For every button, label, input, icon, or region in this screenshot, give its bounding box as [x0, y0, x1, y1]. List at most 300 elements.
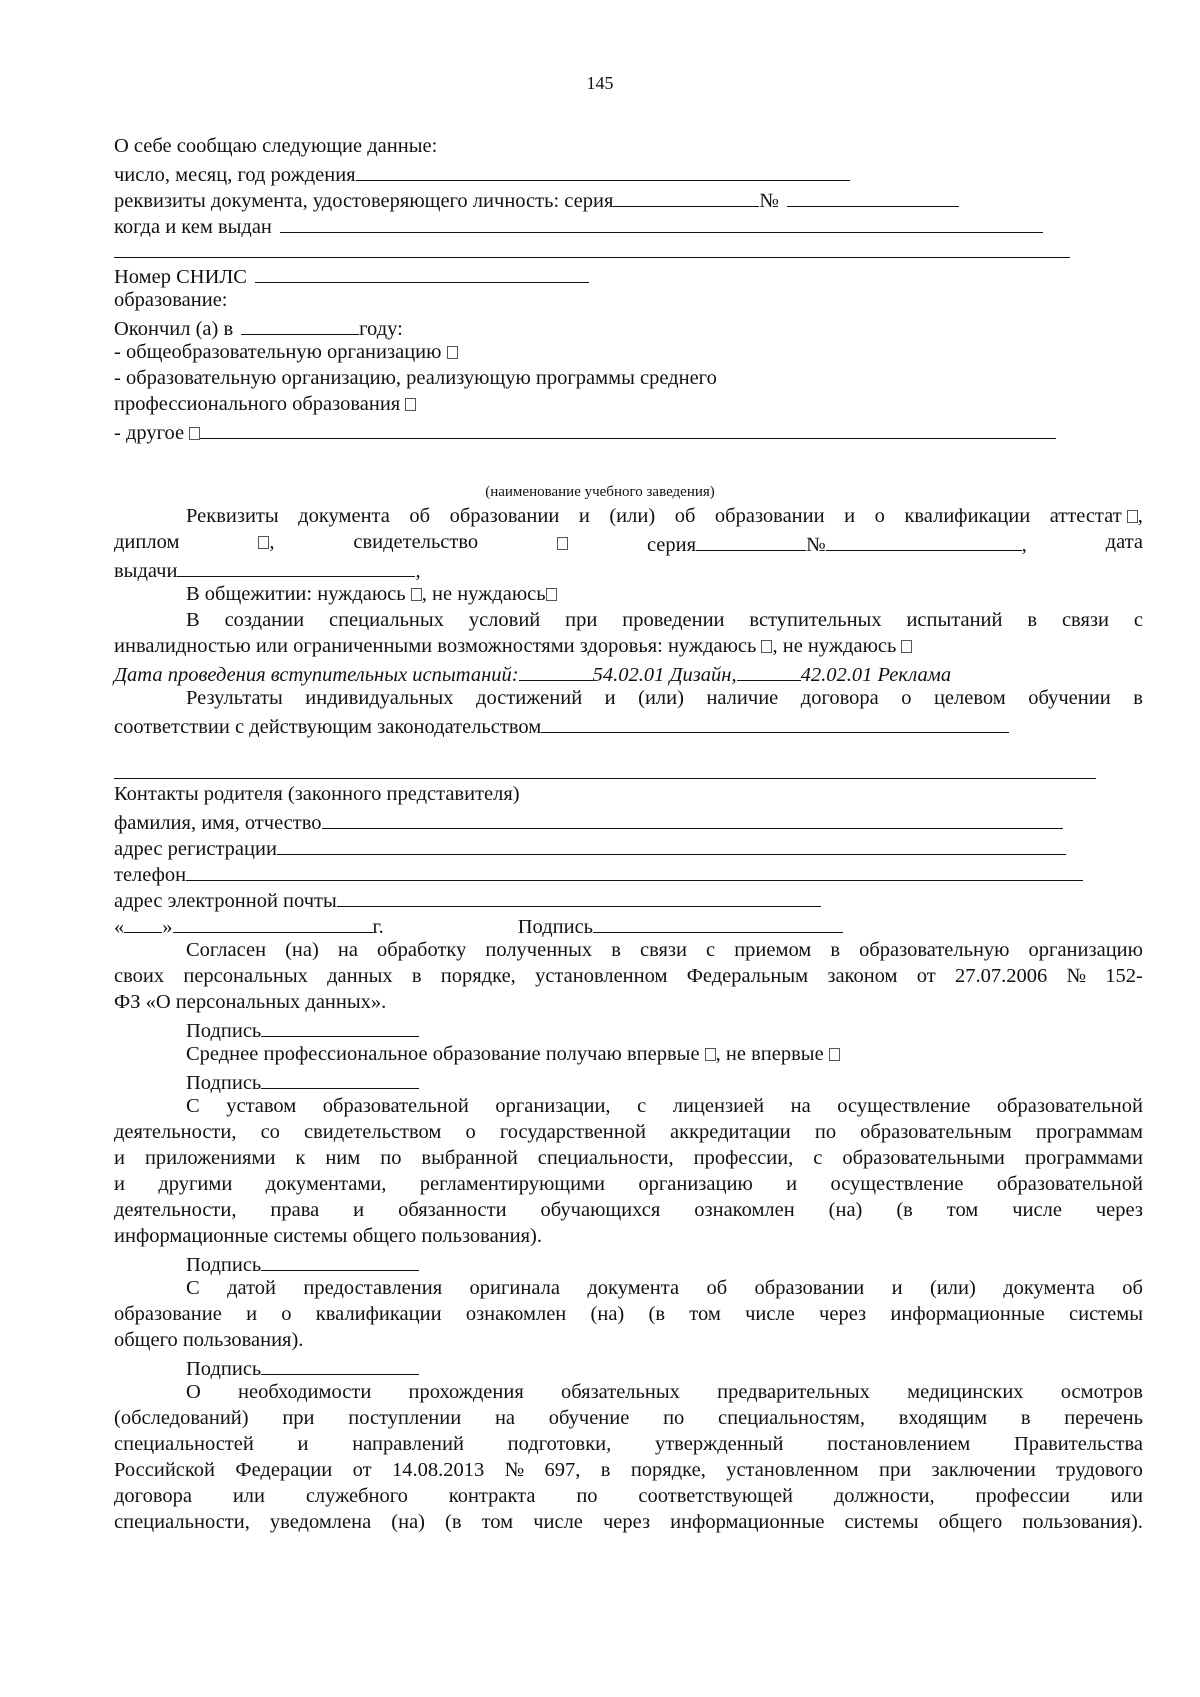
dormitory-need-checkbox[interactable]: [411, 588, 422, 601]
original-date-line3: общего пользования).: [114, 1329, 304, 1351]
medical-word: направлений: [352, 1433, 464, 1455]
edu-doc-word: и: [844, 505, 856, 527]
issued-field[interactable]: [280, 212, 1043, 233]
other-checkbox[interactable]: [189, 427, 200, 440]
special-word: В: [186, 609, 200, 631]
charter-word: и: [353, 1199, 365, 1221]
diploma-checkbox[interactable]: [258, 536, 269, 549]
charter-signature-field[interactable]: [261, 1250, 419, 1271]
signature-label: Подпись: [186, 1020, 262, 1042]
parent-email-row: [114, 886, 821, 913]
date-signature-row: [114, 912, 843, 939]
original-word: оригинала: [469, 1277, 560, 1299]
medical-word: профессии: [975, 1485, 1070, 1507]
medical-word: специальностей: [114, 1433, 254, 1455]
medical-word: или: [1110, 1485, 1143, 1507]
consent-word: 27.07.2006: [954, 965, 1048, 987]
certificate-label: свидетельство: [353, 531, 479, 553]
achievements-line1: [186, 686, 1143, 710]
consent-word: Федеральным: [686, 965, 809, 987]
special-word: связи: [1061, 609, 1109, 631]
comma: ,: [1021, 534, 1027, 556]
charter-word: образовательными: [842, 1147, 1005, 1169]
advertising-exam-date-field[interactable]: [737, 660, 801, 681]
medical-word: заключении: [931, 1459, 1036, 1481]
medical-word: в: [1020, 1407, 1031, 1429]
original-word: датой: [227, 1277, 276, 1299]
charter-word: образовательной: [322, 1095, 469, 1117]
charter-line5: [114, 1198, 1143, 1222]
first-time-label: Среднее профессиональное образование получаю впервые: [186, 1043, 700, 1065]
special-line2-label: инвалидностью или ограниченными возможностями здоровья: нуждаюсь: [114, 635, 757, 657]
original-word: образовании: [754, 1277, 865, 1299]
design-specialty: 54.02.01 Дизайн,: [592, 664, 737, 686]
medical-word: №: [504, 1459, 525, 1481]
charter-signature-row: [186, 1250, 419, 1277]
charter-line4: [114, 1172, 1143, 1196]
charter-word: на: [790, 1095, 811, 1117]
consent-word: законом: [827, 965, 898, 987]
original-word: системы: [1069, 1303, 1143, 1325]
achievements-word: о: [901, 687, 912, 709]
special-word: в: [1027, 609, 1038, 631]
original-signature-field[interactable]: [261, 1354, 419, 1375]
achievements-word: и: [604, 687, 616, 709]
parent-name-field[interactable]: [322, 808, 1063, 829]
charter-line6: информационные системы общего пользования).: [114, 1225, 542, 1247]
original-word: и: [246, 1303, 258, 1325]
edu-doc-word: образовании: [714, 505, 825, 527]
birth-date-row: [114, 160, 850, 187]
consent-word: приемом: [734, 939, 812, 961]
medical-word: специальности,: [114, 1511, 250, 1533]
charter-word: осуществление: [837, 1095, 971, 1117]
medical-line2: [114, 1406, 1143, 1430]
medical-word: на: [494, 1407, 516, 1429]
consent-word: порядке,: [440, 965, 516, 987]
medical-word: обучение: [548, 1407, 630, 1429]
edu-doc-word: Реквизиты: [186, 505, 279, 527]
consent-line1: [186, 938, 1143, 962]
graduated-suffix: году:: [359, 318, 403, 340]
signature-label: Подпись: [517, 916, 594, 938]
edu-document-line2: [114, 530, 1143, 557]
medical-word: по: [576, 1485, 598, 1507]
original-word: числе: [745, 1303, 795, 1325]
original-word: об: [706, 1277, 728, 1299]
quote-open: «: [114, 916, 125, 938]
signature-label: Подпись: [186, 1358, 262, 1380]
id-series-field[interactable]: [613, 186, 759, 207]
medical-word: при: [878, 1459, 912, 1481]
medical-word: (в: [445, 1511, 462, 1533]
charter-word: права: [270, 1199, 320, 1221]
first-time-signature-row: [186, 1068, 419, 1095]
edu-doc-word: (или): [609, 505, 656, 527]
special-word: создании: [224, 609, 305, 631]
comma: ,: [1137, 505, 1143, 527]
medical-word: утвержденный: [654, 1433, 784, 1455]
parent-address-field[interactable]: [277, 834, 1066, 855]
medical-word: числе: [533, 1511, 583, 1533]
charter-line1: [186, 1094, 1143, 1118]
edu-doc-word: об: [409, 505, 431, 527]
achievements-word: обучении: [1028, 687, 1111, 709]
charter-word: через: [1095, 1199, 1143, 1221]
consent-word: данных: [327, 965, 393, 987]
consent-word: с: [706, 939, 716, 961]
achievements-line2: [114, 712, 1009, 739]
medical-word: медицинских: [907, 1381, 1024, 1403]
medical-word: входящим: [898, 1407, 988, 1429]
charter-word: образовательной: [996, 1095, 1143, 1117]
medical-word: должности,: [833, 1485, 935, 1507]
edu-doc-word: об: [674, 505, 696, 527]
edu-doc-word: документа: [298, 505, 390, 527]
charter-word: профессии,: [693, 1147, 794, 1169]
snils-field[interactable]: [255, 262, 589, 283]
institution-caption: (наименование учебного заведения): [485, 484, 715, 500]
medical-word: договора: [114, 1485, 192, 1507]
dormitory-label: В общежитии: нуждаюсь: [186, 583, 406, 605]
charter-word: организации,: [495, 1095, 611, 1117]
achievements-word: наличие: [706, 687, 779, 709]
consent-word: полученных: [485, 939, 593, 961]
edu-doc-word: образовании: [449, 505, 560, 527]
medical-word: информационные: [670, 1511, 825, 1533]
intro-text: О себе сообщаю следующие данные:: [114, 135, 438, 157]
medical-word: порядке,: [630, 1459, 706, 1481]
medical-word: и: [297, 1433, 309, 1455]
medical-word: соответствующей: [638, 1485, 794, 1507]
year-suffix: г.: [372, 916, 384, 938]
option-spo-row: [114, 392, 416, 416]
charter-word: приложениями: [144, 1147, 276, 1169]
consent-word: своих: [114, 965, 165, 987]
charter-word: ним: [325, 1147, 361, 1169]
charter-word: другими: [158, 1173, 233, 1195]
original-word: об: [1122, 1277, 1143, 1299]
charter-word: программами: [1024, 1147, 1143, 1169]
original-date-line1: [186, 1276, 1143, 1300]
original-word: о: [281, 1303, 292, 1325]
medical-word: при: [282, 1407, 315, 1429]
original-word: предоставления: [303, 1277, 443, 1299]
original-word: документа: [1003, 1277, 1095, 1299]
original-word: ознакомлен: [465, 1303, 567, 1325]
charter-word: с: [813, 1147, 823, 1169]
charter-word: деятельности,: [114, 1121, 237, 1143]
medical-line5: [114, 1484, 1143, 1508]
original-word: информационные: [890, 1303, 1045, 1325]
medical-word: (на): [391, 1511, 425, 1533]
charter-word: образовательной: [996, 1173, 1143, 1195]
not-first-time-checkbox[interactable]: [829, 1048, 840, 1061]
medical-word: постановлением: [827, 1433, 971, 1455]
id-number-sign: №: [759, 190, 779, 212]
medical-word: Федерации: [235, 1459, 333, 1481]
quote-close: »: [162, 916, 173, 938]
parent-phone-row: [114, 860, 1083, 887]
consent-word: Согласен: [186, 939, 267, 961]
consent-word: №: [1066, 965, 1087, 987]
achievements-line2-label: соответствии с действующим законодательством: [114, 716, 542, 738]
graduation-year-field[interactable]: [241, 314, 359, 335]
charter-word: лицензией: [672, 1095, 765, 1117]
charter-word: выбранной: [421, 1147, 518, 1169]
consent-word: в: [411, 965, 422, 987]
consent-word: в: [611, 939, 621, 961]
special-need-checkbox[interactable]: [761, 640, 772, 653]
day-field[interactable]: [124, 912, 162, 933]
special-no-need-checkbox[interactable]: [901, 640, 912, 653]
attestat-checkbox[interactable]: [1127, 510, 1138, 523]
edu-doc-word: аттестат: [1049, 505, 1122, 527]
medical-word: Правительства: [1013, 1433, 1143, 1455]
diploma-group: [258, 530, 274, 557]
medical-word: 697,: [544, 1459, 581, 1481]
special-word: проведении: [622, 609, 725, 631]
consent-signature-field[interactable]: [261, 1016, 419, 1037]
original-word: документа: [587, 1277, 680, 1299]
charter-word: организацию: [638, 1173, 753, 1195]
medical-word: том: [481, 1511, 514, 1533]
medical-word: подготовки,: [507, 1433, 612, 1455]
charter-line2: [114, 1120, 1143, 1144]
achievements-word: в: [1133, 687, 1143, 709]
medical-word: осмотров: [1060, 1381, 1143, 1403]
charter-word: обучающихся: [540, 1199, 661, 1221]
birth-date-label: число, месяц, год рождения: [114, 164, 356, 186]
institution-name-field[interactable]: [200, 418, 1056, 439]
charter-word: том: [946, 1199, 979, 1221]
birth-date-field[interactable]: [356, 160, 850, 181]
consent-signature-row: [186, 1016, 419, 1043]
special-conditions-line2: [114, 634, 912, 658]
charter-word: с: [637, 1095, 647, 1117]
medical-word: трудового: [1056, 1459, 1143, 1481]
medical-word: контракта: [448, 1485, 536, 1507]
number-sign: №: [806, 534, 826, 556]
original-word: образование: [114, 1303, 222, 1325]
charter-word: осуществление: [830, 1173, 964, 1195]
consent-line3: ФЗ «О персональных данных».: [114, 991, 387, 1013]
issue-date-field[interactable]: [177, 556, 415, 577]
medical-word: прохождения: [408, 1381, 524, 1403]
original-date-line2: [114, 1302, 1143, 1326]
medical-word: Российской: [114, 1459, 216, 1481]
original-word: (на): [590, 1303, 625, 1325]
special-word: испытаний: [906, 609, 1003, 631]
medical-word: уведомлена: [269, 1511, 372, 1533]
original-word: С: [186, 1277, 200, 1299]
medical-word: установленном: [726, 1459, 859, 1481]
medical-word: общего: [938, 1511, 1003, 1533]
charter-word: государственной: [499, 1121, 646, 1143]
issued-row: [114, 212, 1043, 239]
issued-label: когда и кем выдан: [114, 216, 272, 238]
issued-field-continuation[interactable]: [114, 257, 1070, 258]
medical-word: перечень: [1064, 1407, 1143, 1429]
snils-row: [114, 262, 589, 289]
original-word: (в: [648, 1303, 666, 1325]
general-school-checkbox[interactable]: [447, 346, 458, 359]
parent-address-row: [114, 834, 1066, 861]
edu-series-field[interactable]: [696, 530, 806, 551]
achievements-word: индивидуальных: [305, 687, 454, 709]
series-label: серия: [646, 534, 697, 556]
medical-line6: [114, 1510, 1143, 1534]
spo-checkbox[interactable]: [405, 398, 416, 411]
issue-word: выдачи: [114, 560, 178, 582]
charter-word: обязанности: [398, 1199, 507, 1221]
medical-word: пользования).: [1022, 1511, 1143, 1533]
charter-word: С: [186, 1095, 200, 1117]
dormitory-row: [186, 582, 557, 606]
option-other-label: - другое: [114, 422, 185, 444]
charter-word: регламентирующими: [419, 1173, 606, 1195]
design-exam-date-field[interactable]: [519, 660, 593, 681]
edu-doc-word: о: [874, 505, 885, 527]
consent-word: 152-: [1105, 965, 1143, 987]
consent-word: от: [916, 965, 936, 987]
original-signature-row: [186, 1354, 419, 1381]
parent-heading: Контакты родителя (законного представителя): [114, 783, 520, 805]
achievements-field-continuation[interactable]: [114, 778, 1096, 779]
first-time-row: [186, 1042, 840, 1066]
charter-word: по: [380, 1147, 402, 1169]
edu-document-line1: [186, 504, 1143, 528]
option-general-label: - общеобразовательную организацию: [114, 341, 442, 363]
consent-word: организацию: [1028, 939, 1143, 961]
medical-line3: [114, 1432, 1143, 1456]
dormitory-no-need-checkbox[interactable]: [546, 588, 557, 601]
first-time-signature-field[interactable]: [261, 1068, 419, 1089]
certificate-checkbox[interactable]: [557, 537, 568, 550]
parent-name-row: [114, 808, 1063, 835]
signature-label: Подпись: [186, 1072, 262, 1094]
charter-word: свидетельством: [304, 1121, 442, 1143]
snils-label: Номер СНИЛС: [114, 266, 247, 288]
parent-email-label: адрес электронной почты: [114, 890, 337, 912]
medical-line4: [114, 1458, 1143, 1482]
graduated-row: [114, 314, 403, 341]
medical-word: в: [600, 1459, 611, 1481]
medical-word: специальностям,: [718, 1407, 866, 1429]
medical-word: по: [663, 1407, 685, 1429]
parent-name-label: фамилия, имя, отчество: [114, 812, 322, 834]
parent-phone-field[interactable]: [186, 860, 1083, 881]
charter-word: по: [814, 1121, 837, 1143]
exam-date-label: Дата проведения вступительных испытаний:: [114, 664, 519, 686]
medical-word: через: [602, 1511, 651, 1533]
edu-number-field[interactable]: [826, 530, 1022, 551]
signature-field[interactable]: [593, 912, 843, 933]
special-word: при: [565, 609, 598, 631]
signature-label: Подпись: [186, 1254, 262, 1276]
month-year-field[interactable]: [173, 912, 373, 933]
option-spo-line1: - образовательную организацию, реализующую программы среднего: [114, 367, 717, 389]
advertising-specialty: 42.02.01 Реклама: [800, 664, 952, 686]
exam-date-row: [114, 660, 951, 687]
option-general-row: [114, 340, 458, 364]
charter-word: ознакомлен: [694, 1199, 795, 1221]
edu-series-group: [647, 530, 1027, 557]
page-number: 145: [586, 73, 614, 93]
consent-word: в: [830, 939, 841, 961]
medical-word: (обследований): [114, 1407, 249, 1429]
charter-word: образовательным: [860, 1121, 1012, 1143]
medical-word: предварительных: [717, 1381, 870, 1403]
original-word: (или): [929, 1277, 976, 1299]
consent-word: обработку: [377, 939, 467, 961]
issue-date-row: [114, 556, 421, 583]
charter-word: к: [295, 1147, 306, 1169]
charter-word: и: [114, 1147, 125, 1169]
comma: ,: [269, 531, 275, 553]
first-time-checkbox[interactable]: [705, 1048, 716, 1061]
medical-word: О: [186, 1381, 201, 1403]
charter-word: и: [114, 1173, 125, 1195]
achievements-word: целевом: [933, 687, 1006, 709]
medical-word: 14.08.2013: [391, 1459, 485, 1481]
education-heading: образование:: [114, 289, 228, 311]
attestat-group: [1050, 504, 1143, 528]
special-word: специальных: [328, 609, 444, 631]
date-word: дата: [1105, 531, 1143, 553]
charter-word: числе: [1012, 1199, 1062, 1221]
medical-word: обязательных: [560, 1381, 680, 1403]
consent-word: на: [337, 939, 358, 961]
original-word: и: [891, 1277, 903, 1299]
consent-line2: [114, 964, 1143, 988]
medical-word: служебного: [305, 1485, 408, 1507]
original-word: через: [819, 1303, 867, 1325]
medical-word: системы: [844, 1511, 919, 1533]
charter-word: уставом: [226, 1095, 297, 1117]
charter-line3: [114, 1146, 1143, 1170]
medical-word: от: [352, 1459, 372, 1481]
id-number-field[interactable]: [787, 186, 959, 207]
edu-doc-word: и: [578, 505, 590, 527]
achievements-field[interactable]: [541, 712, 1009, 733]
consent-word: связи: [639, 939, 687, 961]
charter-word: специальности,: [537, 1147, 674, 1169]
achievements-word: договора: [800, 687, 879, 709]
charter-word: о: [465, 1121, 476, 1143]
charter-word: аккредитации: [670, 1121, 791, 1143]
medical-line1: [186, 1380, 1143, 1404]
consent-word: персональных: [183, 965, 308, 987]
achievements-word: (или): [638, 687, 684, 709]
diploma-label: диплом: [114, 531, 180, 553]
option-other-row: [114, 418, 1056, 445]
charter-word: программам: [1035, 1121, 1143, 1143]
parent-email-field[interactable]: [337, 886, 821, 907]
consent-word: установленном: [535, 965, 668, 987]
parent-address-label: адрес регистрации: [114, 838, 277, 860]
parent-phone-label: телефон: [114, 864, 187, 886]
option-spo-label: профессионального образования: [114, 393, 401, 415]
edu-doc-word: квалификации: [904, 505, 1031, 527]
first-time-separator: , не впервые: [715, 1043, 824, 1065]
id-document-label: реквизиты документа, удостоверяющего личность: серия: [114, 190, 614, 212]
charter-word: документами,: [265, 1173, 387, 1195]
charter-word: со: [260, 1121, 280, 1143]
special-word: с: [1133, 609, 1143, 631]
charter-word: (на): [828, 1199, 863, 1221]
original-word: том: [689, 1303, 721, 1325]
